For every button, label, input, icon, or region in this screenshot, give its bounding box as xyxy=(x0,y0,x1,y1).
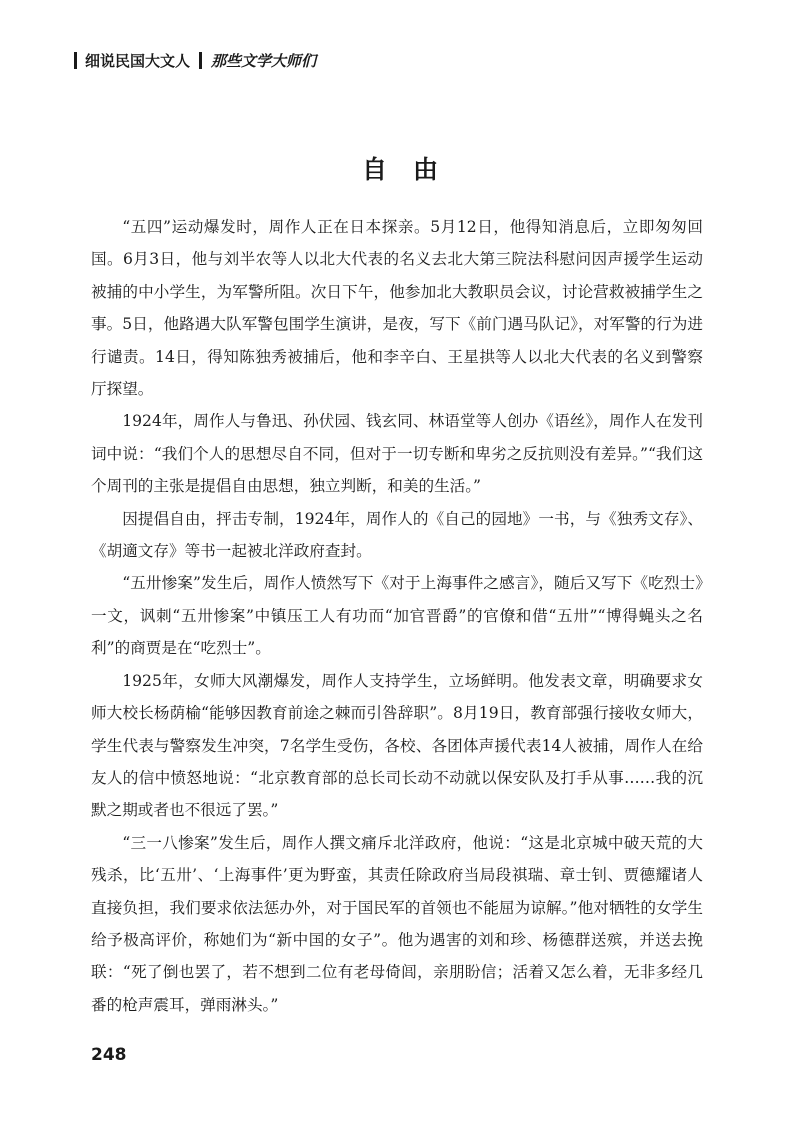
paragraph: “五四”运动爆发时，周作人正在日本探亲。5月12日，他得知消息后，立即匆匆回国。6月3日，他与刘半农等人以北大代表的名义去北大第三院法科慰问因声援学生运动被捕的中小学生，为军警所阻。次日下午，他参加北大教职员会议，讨论营救被捕学生之事。5日，他路遇大队军警包围学生演讲，是夜，写下《前门遇马队记》，对军警的行为进行谴责。14日，得知陈独秀被捕后，他和李辛白、王星拱等人以北大代表的名义到警察厅探望。 xyxy=(91,218,703,399)
page-number: 248 xyxy=(91,1045,127,1065)
body-text xyxy=(91,211,703,1021)
paragraph: 1925年，女师大风潮爆发，周作人支持学生，立场鲜明。他发表文章，明确要求女师大校长杨荫榆“能够因教育前途之棘而引咎辞职”。8月19日，教育部强行接收女师大，学生代表与警察发生冲突，7名学生受伤，各校、各团体声援代表14人被捕，周作人在给友人的信中愤怒地说：“北京教育部的总长司长动不动就以保安队及打手从事……我的沉默之期或者也不很远了罢。” xyxy=(91,671,703,820)
chapter-title: 自由 xyxy=(361,155,464,184)
paragraph: “五卅惨案”发生后，周作人愤然写下《对于上海事件之感言》，随后又写下《吃烈士》一文，讽刺“五卅惨案”中镇压工人有功而“加官晋爵”的官僚和借“五卅”“博得蝇头之名利”的商贾是在“吃烈士”。 xyxy=(91,574,703,658)
paragraph: 1924年，周作人与鲁迅、孙伏园、钱玄同、林语堂等人创办《语丝》，周作人在发刊词中说：“我们个人的思想尽自不同，但对于一切专断和卑劣之反抗则没有差异。”“我们这个周刊的主张是提倡自由思想，独立判断，和美的生活。” xyxy=(91,412,703,496)
section-title: 那些文学大师们 xyxy=(211,51,317,70)
paragraph: 因提倡自由，抨击专制，1924年，周作人的《自己的园地》一书，与《独秀文存》、《胡適文存》等书一起被北洋政府查封。 xyxy=(91,509,703,561)
header-rule-left xyxy=(74,52,77,69)
running-header xyxy=(74,46,316,74)
header-rule-divider xyxy=(199,52,202,69)
book-title: 细说民国大文人 xyxy=(85,51,191,70)
paragraph: “三一八惨案”发生后，周作人撰文痛斥北洋政府，他说：“这是北京城中破天荒的大残杀，比‘五卅’、‘上海事件’更为野蛮，其责任除政府当局段祺瑞、章士钊、贾德耀诸人直接负担，我们要求依法惩办外，对于国民军的首领也不能屈为谅解。”他对牺牲的女学生给予极高评价，称她们为“新中国的女子”。他为遇害的刘和珍、杨德群送殡，并送去挽联：“死了倒也罢了，若不想到二位有老母倚闾，亲朋盼信；活着又怎么着，无非多经几番的枪声震耳，弹雨淋头。” xyxy=(91,833,703,1014)
